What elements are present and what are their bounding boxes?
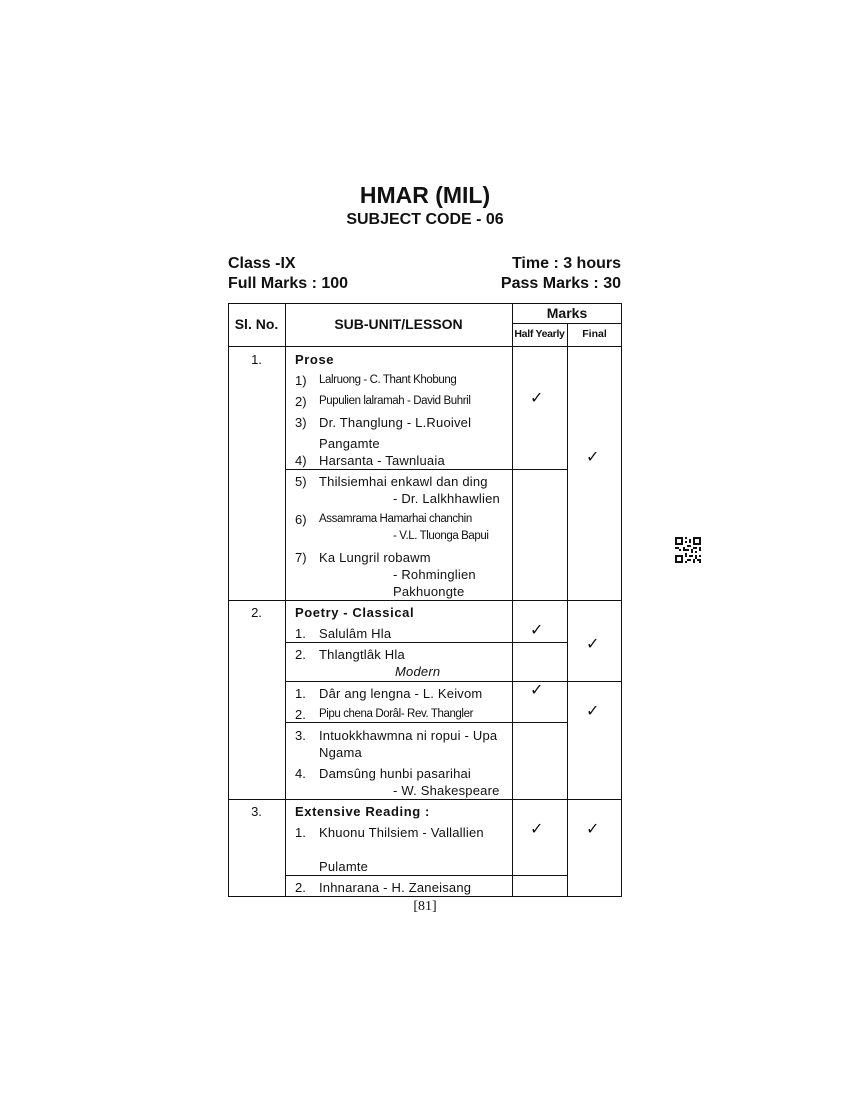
qr-code-icon bbox=[675, 537, 701, 563]
lesson-number: 2. bbox=[295, 707, 306, 722]
lesson-number: 6) bbox=[295, 512, 307, 527]
checkmark-icon: ✓ bbox=[586, 634, 600, 653]
class-label: Class -IX bbox=[228, 255, 296, 272]
lesson-title: Pipu chena Dorâl- Rev. Thangler bbox=[319, 708, 474, 720]
page-title: HMAR (MIL) bbox=[359, 182, 491, 208]
lesson-title: Damsûng hunbi pasarihai bbox=[319, 766, 472, 781]
page-number: [81] bbox=[413, 899, 437, 914]
lesson-number: 1. bbox=[295, 686, 306, 701]
col-header-slno: Sl. No. bbox=[234, 316, 279, 332]
section-1-title: Prose bbox=[295, 352, 335, 367]
section-3-number: 3. bbox=[251, 804, 262, 819]
lesson-title: Dâr ang lengna - L. Keivom bbox=[319, 686, 483, 701]
lesson-number: 4. bbox=[295, 766, 306, 781]
checkmark-icon: ✓ bbox=[530, 620, 544, 639]
lesson-title: Harsanta - Tawnluaia bbox=[319, 453, 445, 468]
checkmark-icon: ✓ bbox=[586, 819, 600, 838]
lesson-number: 7) bbox=[295, 550, 307, 565]
lesson-number: 2. bbox=[295, 880, 306, 895]
lesson-title: Khuonu Thilsiem - Vallallien bbox=[319, 825, 484, 840]
lesson-author: - V.L. Tluonga Bapui bbox=[393, 530, 489, 542]
subject-code: SUBJECT CODE - 06 bbox=[346, 211, 504, 228]
col-header-half-yearly: Half Yearly bbox=[514, 328, 565, 340]
lesson-title-cont: Ngama bbox=[319, 745, 362, 760]
lesson-author: - Dr. Lalkhhawlien bbox=[393, 491, 500, 506]
lesson-title: Thilsiemhai enkawl dan ding bbox=[319, 474, 488, 489]
lesson-title: Intuokkhawmna ni ropui - Upa bbox=[319, 728, 498, 743]
checkmark-icon: ✓ bbox=[586, 447, 600, 466]
lesson-title-cont: Pulamte bbox=[319, 859, 369, 874]
lesson-author: - Rohminglien bbox=[393, 567, 476, 582]
checkmark-icon: ✓ bbox=[530, 680, 544, 699]
lesson-number: 2) bbox=[295, 394, 307, 409]
section-2-number: 2. bbox=[251, 605, 262, 620]
col-header-subunit: SUB-UNIT/LESSON bbox=[334, 316, 463, 332]
lesson-title: Lalruong - C. Thant Khobung bbox=[319, 374, 457, 386]
col-header-marks: Marks bbox=[546, 305, 588, 321]
checkmark-icon: ✓ bbox=[530, 819, 544, 838]
section-1-number: 1. bbox=[251, 352, 262, 367]
lesson-author-cont: Pakhuongte bbox=[393, 584, 465, 599]
lesson-number: 2. bbox=[295, 647, 306, 662]
lesson-title: Thlangtlâk Hla bbox=[319, 647, 405, 662]
checkmark-icon: ✓ bbox=[586, 701, 600, 720]
col-header-final: Final bbox=[582, 328, 607, 340]
lesson-number: 3) bbox=[295, 415, 307, 430]
lesson-title: Salulâm Hla bbox=[319, 626, 392, 641]
full-marks-label: Full Marks : 100 bbox=[228, 275, 349, 292]
checkmark-icon: ✓ bbox=[530, 388, 544, 407]
lesson-author: - W. Shakespeare bbox=[393, 783, 500, 798]
pass-marks-label: Pass Marks : 30 bbox=[500, 275, 621, 292]
lesson-number: 1. bbox=[295, 626, 306, 641]
lesson-title: Pupulien lalramah - David Buhril bbox=[319, 395, 471, 407]
lesson-number: 3. bbox=[295, 728, 306, 743]
lesson-number: 5) bbox=[295, 474, 307, 489]
section-3-title: Extensive Reading : bbox=[295, 804, 430, 819]
time-label: Time : 3 hours bbox=[511, 255, 621, 272]
lesson-title: Ka Lungril robawm bbox=[319, 550, 431, 565]
lesson-title: Dr. Thanglung - L.Ruoivel bbox=[319, 415, 472, 430]
lesson-number: 1) bbox=[295, 373, 307, 388]
lesson-title: Inhnarana - H. Zaneisang bbox=[319, 880, 472, 895]
lesson-title-cont: Pangamte bbox=[319, 436, 380, 451]
lesson-title: Assamrama Hamarhai chanchin bbox=[319, 513, 472, 525]
section-2-title: Poetry - Classical bbox=[295, 605, 415, 620]
modern-subheading: Modern bbox=[395, 664, 441, 679]
lesson-number: 1. bbox=[295, 825, 306, 840]
lesson-number: 4) bbox=[295, 453, 307, 468]
